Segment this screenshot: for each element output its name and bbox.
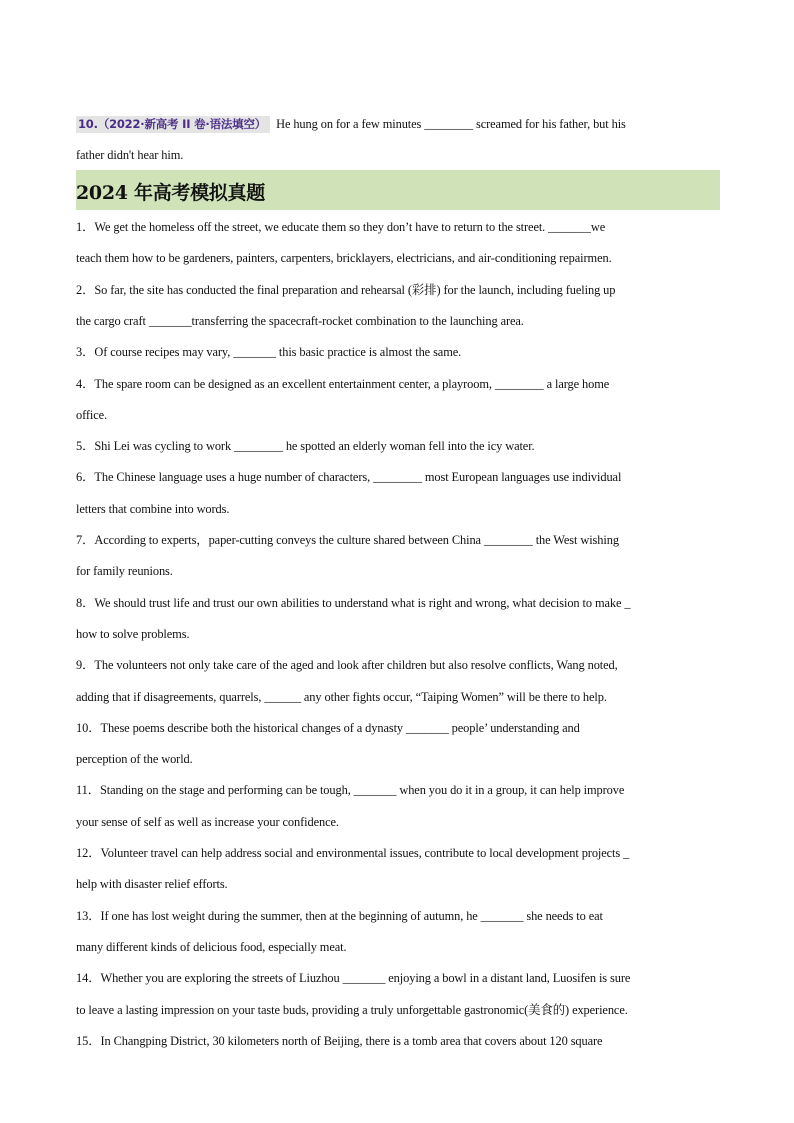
- top-question-line-1: [76, 116, 726, 132]
- question-line: 13．If one has lost weight during the summer, then at the beginning of autumn, he _______ she needs to eat: [76, 909, 603, 923]
- question-line: office.: [76, 408, 108, 422]
- question-line: to leave a lasting impression on your taste buds, providing a truly unforgettable gastronomic(美食的) experience.: [76, 1003, 628, 1017]
- question-line: 2．So far, the site has conducted the final preparation and rehearsal (彩排) for the launch, including fueling up: [76, 283, 616, 297]
- question-line: 5．Shi Lei was cycling to work ________ he spotted an elderly woman fell into the icy water.: [76, 439, 535, 453]
- top-question-line-2: father didn't hear him.: [76, 148, 184, 162]
- question-line: 7．According to experts，paper-cutting conveys the culture shared between China ________ the West wishing: [76, 533, 619, 547]
- question-line: 6．The Chinese language uses a huge number of characters, ________ most European languages use individual: [76, 470, 622, 484]
- section-title: 2024 年高考模拟真题: [76, 182, 265, 204]
- question-line: 15．In Changping District, 30 kilometers north of Beijing, there is a tomb area that covers about 120 square: [76, 1034, 603, 1048]
- question-line: for family reunions.: [76, 564, 173, 578]
- question-line: 4．The spare room can be designed as an excellent entertainment center, a playroom, ________ a large home: [76, 377, 610, 391]
- question-line: the cargo craft _______transferring the spacecraft-rocket combination to the launching area.: [76, 314, 524, 328]
- question-line: teach them how to be gardeners, painters, carpenters, bricklayers, electricians, and air-conditioning repairmen.: [76, 251, 612, 265]
- question-line: 10．These poems describe both the historical changes of a dynasty _______ people’ understanding and: [76, 721, 580, 735]
- source-tag: 10.（2022·新高考 II 卷·语法填空）: [76, 116, 270, 133]
- question-line: 9．The volunteers not only take care of the aged and look after children but also resolve conflicts, Wang noted,: [76, 658, 618, 672]
- question-line: 11．Standing on the stage and performing can be tough, _______ when you do it in a group, it can help improve: [76, 783, 625, 797]
- question-line: 8．We should trust life and trust our own abilities to understand what is right and wrong, what decision to make _: [76, 596, 631, 610]
- question-line: letters that combine into words.: [76, 502, 230, 516]
- question-line: how to solve problems.: [76, 627, 190, 641]
- top-question-text: He hung on for a few minutes ________ screamed for his father, but his: [276, 117, 626, 131]
- question-line: many different kinds of delicious food, especially meat.: [76, 940, 347, 954]
- question-line: help with disaster relief efforts.: [76, 877, 228, 891]
- question-line: 14．Whether you are exploring the streets of Liuzhou _______ enjoying a bowl in a distant land, Luosifen is sure: [76, 971, 631, 985]
- question-line: perception of the world.: [76, 752, 193, 766]
- question-line: adding that if disagreements, quarrels, ______ any other fights occur, “Taiping Women” will be there to help.: [76, 690, 607, 704]
- question-line: 12．Volunteer travel can help address social and environmental issues, contribute to local development projects _: [76, 846, 630, 860]
- section-header: [76, 170, 720, 210]
- question-line: 3．Of course recipes may vary, _______ this basic practice is almost the same.: [76, 345, 462, 359]
- question-line: your sense of self as well as increase your confidence.: [76, 815, 339, 829]
- question-line: 1．We get the homeless off the street, we educate them so they don’t have to return to the street. _______we: [76, 220, 606, 234]
